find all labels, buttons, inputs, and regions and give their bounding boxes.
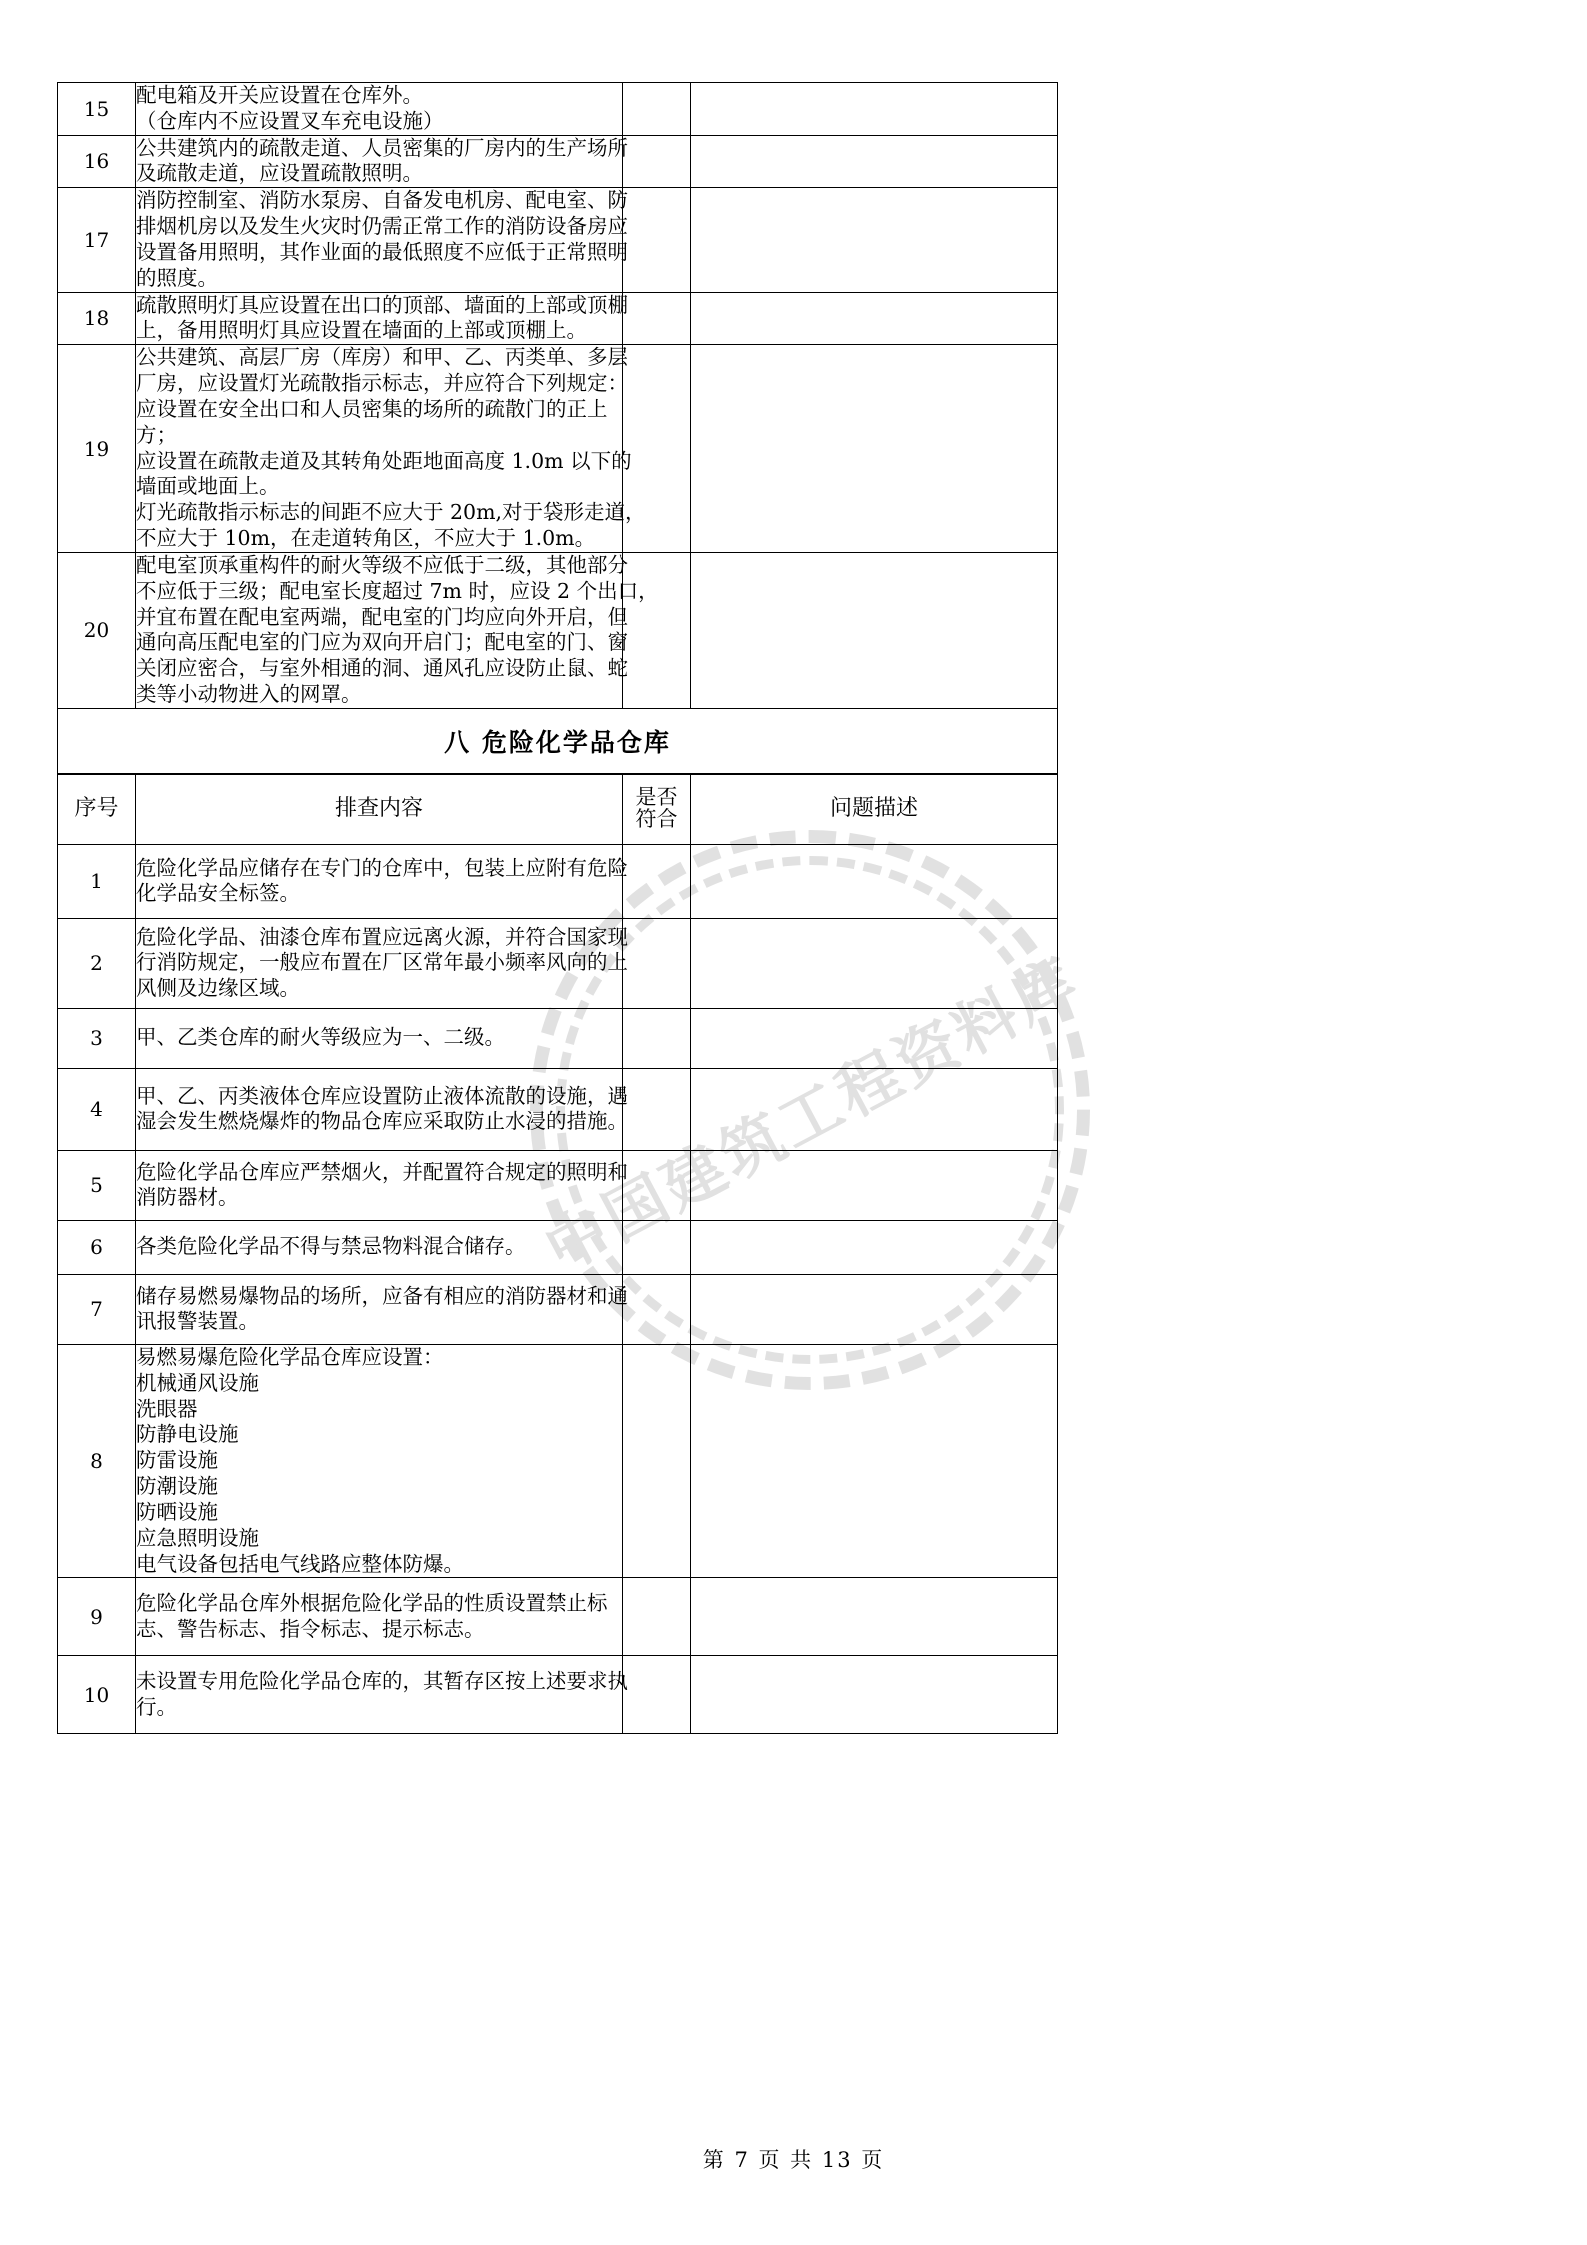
row-number: 19 — [58, 345, 136, 553]
description-cell[interactable] — [691, 918, 1058, 1008]
content-line: 消防控制室、消防水泵房、自备发电机房、配电室、防 — [136, 188, 628, 213]
table-row — [58, 345, 1058, 553]
description-cell[interactable] — [691, 1220, 1058, 1274]
header-description: 问题描述 — [691, 774, 1058, 844]
content-line: 防晒设施 — [136, 1499, 218, 1524]
description-cell[interactable] — [691, 1344, 1058, 1577]
content-line: 墙面或地面上。 — [136, 474, 280, 499]
row-content — [136, 1068, 628, 1150]
table-row — [58, 1656, 1058, 1734]
content-line: 危险化学品仓库外根据危险化学品的性质设置禁止标 — [136, 1591, 608, 1615]
table-row — [58, 135, 1058, 188]
row-number: 9 — [58, 1578, 136, 1656]
content-line: 排烟机房以及发生火灾时仍需正常工作的消防设备房应 — [136, 214, 628, 239]
content-line: 危险化学品仓库应严禁烟火，并配置符合规定的照明和 — [136, 1159, 628, 1184]
header-compliance-yes: 是 — [635, 785, 657, 810]
compliance-cell[interactable] — [623, 292, 691, 345]
content-line: 风侧及边缘区域。 — [136, 976, 300, 1001]
row-content — [136, 345, 646, 553]
table-row — [58, 1068, 1058, 1150]
row-number: 20 — [58, 552, 136, 708]
table-row — [58, 918, 1058, 1008]
row-content — [136, 135, 628, 188]
table-row — [58, 1274, 1058, 1344]
content-line: 防静电设施 — [136, 1422, 239, 1447]
content-line: 化学品安全标签。 — [136, 881, 300, 906]
content-line: 电气设备包括电气线路应整体防爆。 — [136, 1551, 464, 1576]
row-number: 8 — [58, 1344, 136, 1577]
content-line: 关闭应密合，与室外相通的洞、通风孔应设防止鼠、蛇 — [136, 656, 628, 681]
content-line: 应设置在安全出口和人员密集的场所的疏散门的正上 — [136, 396, 608, 421]
content-line: 类等小动物进入的网罩。 — [136, 682, 362, 707]
header-compliance-conform: 符 — [635, 807, 657, 832]
row-content — [136, 552, 659, 708]
content-line: 不应大于 10m，在走道转角区，不应大于 1.0m。 — [136, 526, 596, 551]
row-number: 6 — [58, 1220, 136, 1274]
description-cell[interactable] — [691, 1008, 1058, 1068]
row-number: 5 — [58, 1150, 136, 1220]
compliance-cell[interactable] — [623, 1656, 691, 1734]
row-content — [136, 1220, 623, 1274]
page-footer: 第 7 页 共 13 页 — [702, 2148, 885, 2172]
table-row — [58, 844, 1058, 918]
compliance-cell[interactable] — [623, 1344, 691, 1577]
compliance-cell[interactable] — [623, 83, 691, 136]
row-number: 3 — [58, 1008, 136, 1068]
description-cell[interactable] — [691, 552, 1058, 708]
row-number: 4 — [58, 1068, 136, 1150]
content-line: 的照度。 — [136, 265, 218, 290]
content-line: 易燃易爆危险化学品仓库应设置： — [136, 1344, 444, 1369]
content-line: 志、警告标志、指令标志、提示标志。 — [136, 1616, 485, 1641]
content-line: 公共建筑内的疏散走道、人员密集的厂房内的生产场所 — [136, 135, 628, 160]
content-line: 灯光疏散指示标志的间距不应大于 20m,对于袋形走道， — [136, 500, 646, 525]
content-line: 机械通风设施 — [136, 1370, 259, 1395]
compliance-cell[interactable] — [623, 1150, 691, 1220]
table-header-row — [58, 774, 1058, 844]
row-content — [136, 844, 628, 918]
content-line: （仓库内不应设置叉车充电设施） — [136, 108, 444, 133]
header-compliance-col2 — [657, 786, 678, 830]
row-content — [136, 292, 628, 345]
checklist-sheet — [57, 82, 1057, 1734]
content-line: 并宜布置在配电室两端，配电室的门均应向外开启，但 — [136, 604, 628, 629]
compliance-cell[interactable] — [623, 188, 691, 292]
content-line: 配电室顶承重构件的耐火等级不应低于二级，其他部分 — [136, 552, 628, 577]
content-line: 行消防规定，一般应布置在厂区常年最小频率风向的上 — [136, 950, 628, 975]
row-number: 2 — [58, 918, 136, 1008]
content-line: 不应低于三级；配电室长度超过 7m 时，应设 2 个出口， — [136, 578, 659, 603]
table-row — [58, 552, 1058, 708]
description-cell[interactable] — [691, 188, 1058, 292]
row-content — [136, 1008, 623, 1068]
table-row — [58, 83, 1058, 136]
compliance-cell[interactable] — [623, 1220, 691, 1274]
row-content — [136, 1578, 623, 1656]
row-content — [136, 1656, 628, 1734]
row-number: 18 — [58, 292, 136, 345]
row-number: 15 — [58, 83, 136, 136]
content-line: 湿会发生燃烧爆炸的物品仓库应采取防止水浸的措施。 — [136, 1109, 628, 1134]
content-line: 危险化学品、油漆仓库布置应远离火源，并符合国家现 — [136, 924, 628, 949]
header-compliance-col1 — [636, 786, 657, 830]
content-line: 应急照明设施 — [136, 1525, 259, 1550]
content-line: 危险化学品应储存在专门的仓库中，包装上应附有危险 — [136, 855, 628, 880]
content-line: 各类危险化学品不得与禁忌物料混合储存。 — [136, 1234, 526, 1259]
watermark-text: 中国建筑工程资料库 — [532, 942, 1092, 1287]
header-compliance-no: 否 — [656, 785, 678, 810]
description-cell[interactable] — [691, 844, 1058, 918]
content-line: 厂房，应设置灯光疏散指示标志，并应符合下列规定： — [136, 371, 628, 396]
table-body-top — [58, 83, 1058, 774]
description-cell[interactable] — [691, 135, 1058, 188]
content-line: 上，备用照明灯具应设置在墙面的上部或顶棚上。 — [136, 318, 587, 343]
content-line: 及疏散走道，应设置疏散照明。 — [136, 161, 423, 186]
description-cell[interactable] — [691, 1150, 1058, 1220]
table-row — [58, 188, 1058, 292]
content-line: 应设置在疏散走道及其转角处距地面高度 1.0m 以下的 — [136, 448, 632, 473]
compliance-cell[interactable] — [623, 1578, 691, 1656]
compliance-cell[interactable] — [623, 1274, 691, 1344]
description-cell[interactable] — [691, 83, 1058, 136]
description-cell[interactable] — [691, 1578, 1058, 1656]
row-number: 16 — [58, 135, 136, 188]
content-line: 公共建筑、高层厂房（库房）和甲、乙、丙类单、多层 — [136, 345, 628, 370]
content-line: 防雷设施 — [136, 1448, 218, 1473]
checklist-table-continuation — [57, 82, 1058, 774]
compliance-cell[interactable] — [623, 552, 691, 708]
row-number: 10 — [58, 1656, 136, 1734]
compliance-cell[interactable] — [623, 918, 691, 1008]
row-number: 17 — [58, 188, 136, 292]
table-row — [58, 1578, 1058, 1656]
description-cell[interactable] — [691, 292, 1058, 345]
content-line: 行。 — [136, 1694, 177, 1719]
table-row — [58, 1220, 1058, 1274]
table-row — [58, 1008, 1058, 1068]
row-content — [136, 918, 628, 1008]
table-body-bottom — [58, 774, 1058, 1733]
description-cell[interactable] — [691, 345, 1058, 553]
section-title-row — [58, 708, 1058, 773]
content-line: 消防器材。 — [136, 1185, 239, 1210]
header-compliance — [623, 774, 691, 844]
header-no: 序号 — [58, 774, 136, 844]
row-content — [136, 1274, 628, 1344]
content-line: 讯报警装置。 — [136, 1309, 259, 1334]
compliance-cell[interactable] — [623, 1008, 691, 1068]
content-line: 疏散照明灯具应设置在出口的顶部、墙面的上部或顶棚 — [136, 292, 628, 317]
content-line: 储存易燃易爆物品的场所，应备有相应的消防器材和通 — [136, 1283, 628, 1308]
content-line: 未设置专用危险化学品仓库的，其暂存区按上述要求执 — [136, 1669, 628, 1693]
content-line: 洗眼器 — [136, 1396, 198, 1421]
content-line: 通向高压配电室的门应为双向开启门；配电室的门、窗 — [136, 630, 628, 655]
table-row — [58, 1150, 1058, 1220]
checklist-table-hazardous-chemicals — [57, 774, 1058, 1734]
compliance-cell[interactable] — [623, 844, 691, 918]
row-content — [136, 1344, 623, 1577]
content-line: 设置备用照明，其作业面的最低照度不应低于正常照明 — [136, 239, 628, 264]
content-line: 配电箱及开关应设置在仓库外。 — [136, 83, 423, 107]
section-title: 八 危险化学品仓库 — [58, 708, 1058, 773]
description-cell[interactable] — [691, 1068, 1058, 1150]
table-row — [58, 1344, 1058, 1577]
description-cell[interactable] — [691, 1656, 1058, 1734]
header-compliance-match: 合 — [656, 807, 678, 832]
content-line: 甲、乙、丙类液体仓库应设置防止液体流散的设施，遇 — [136, 1083, 628, 1108]
content-line: 方； — [136, 422, 177, 447]
description-cell[interactable] — [691, 1274, 1058, 1344]
compliance-cell[interactable] — [623, 1068, 691, 1150]
compliance-cell[interactable] — [623, 135, 691, 188]
row-content — [136, 188, 628, 292]
content-line: 防潮设施 — [136, 1474, 218, 1499]
row-number: 7 — [58, 1274, 136, 1344]
header-content: 排查内容 — [136, 774, 623, 844]
content-line: 甲、乙类仓库的耐火等级应为一、二级。 — [136, 1025, 505, 1050]
table-row — [58, 292, 1058, 345]
row-number: 1 — [58, 844, 136, 918]
row-content — [136, 1150, 628, 1220]
row-content — [136, 83, 623, 136]
